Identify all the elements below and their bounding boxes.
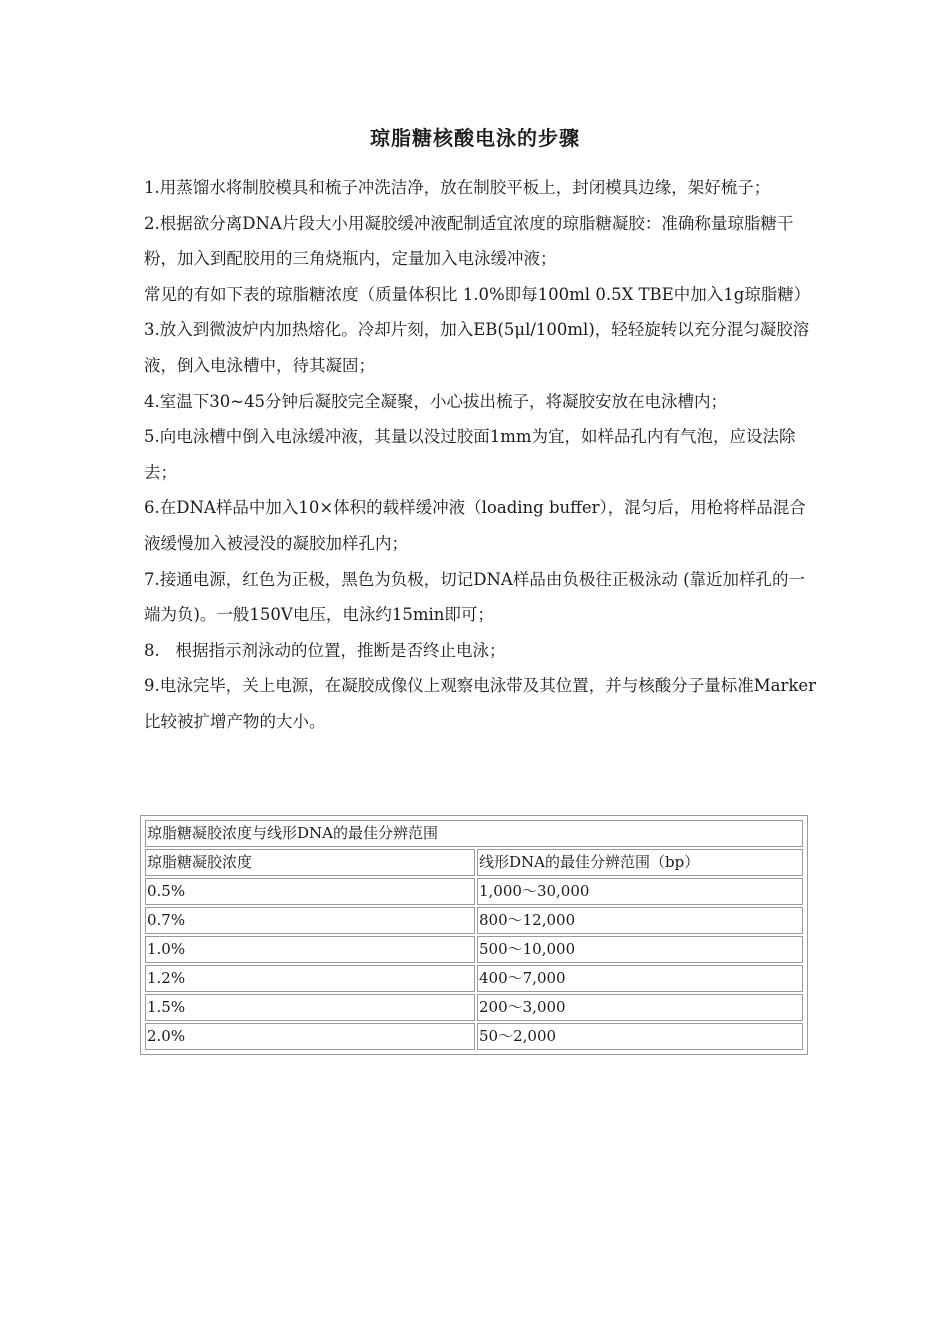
table-row [145, 994, 803, 1021]
step-6-paragraph: 6.在DNA样品中加入10×体积的载样缓冲液（loading buffer），混匀后，用枪将样品混合液缓慢加入被浸没的凝胶加样孔内； [144, 498, 806, 553]
table-row [145, 965, 803, 992]
table-cell-range: 400～7,000 [477, 965, 803, 992]
table-caption: 琼脂糖凝胶浓度与线形DNA的最佳分辨范围 [145, 820, 803, 847]
step-5-paragraph: 5.向电泳槽中倒入电泳缓冲液，其量以没过胶面1mm为宜，如样品孔内有气泡，应设法除去； [144, 427, 796, 482]
table-cell-range: 800～12,000 [477, 907, 803, 934]
table-cell-range: 200～3,000 [477, 994, 803, 1021]
table-cell-concentration: 0.5% [145, 878, 475, 905]
table-header-row [145, 849, 803, 876]
step-2-paragraph: 2.根据欲分离DNA片段大小用凝胶缓冲液配制适宜浓度的琼脂糖凝胶：准确称量琼脂糖干粉，加入到配胶用的三角烧瓶内，定量加入电泳缓冲液； [144, 213, 794, 269]
table-cell-concentration: 1.0% [145, 936, 475, 963]
step-7-paragraph: 7.接通电源，红色为正极，黑色为负极，切记DNA样品由负极往正极泳动 (靠近加样孔的一端为负)。一般150V电压，电泳约15min即可； [144, 569, 806, 625]
step-3-paragraph: 3.放入到微波炉内加热熔化。冷却片刻，加入EB(5μl/100ml)，轻轻旋转以充分混匀凝胶溶液，倒入电泳槽中，待其凝固； [144, 320, 810, 375]
table-cell-concentration: 1.2% [145, 965, 475, 992]
step-9-paragraph: 9.电泳完毕，关上电源，在凝胶成像仪上观察电泳带及其位置，并与核酸分子量标准Marker比较被扩增产物的大小。 [144, 676, 817, 731]
table-header-concentration: 琼脂糖凝胶浓度 [145, 849, 475, 876]
document-body [144, 170, 816, 740]
table-cell-concentration: 1.5% [145, 994, 475, 1021]
resolution-table-grid [143, 818, 805, 1052]
table-cell-range: 50～2,000 [477, 1023, 803, 1050]
step-8-paragraph: 8. 根据指示剂泳动的位置，推断是否终止电泳； [144, 640, 506, 660]
table-row [145, 1023, 803, 1050]
step-4-paragraph: 4.室温下30~45分钟后凝胶完全凝聚，小心拔出梳子，将凝胶安放在电泳槽内； [144, 391, 728, 411]
table-header-range: 线形DNA的最佳分辨范围（bp） [477, 849, 803, 876]
table-cell-concentration: 2.0% [145, 1023, 475, 1050]
document-title: 琼脂糖核酸电泳的步骤 [370, 126, 580, 150]
table-cell-range: 500～10,000 [477, 936, 803, 963]
resolution-table [140, 815, 808, 1055]
table-cell-range: 1,000～30,000 [477, 878, 803, 905]
table-cell-concentration: 0.7% [145, 907, 475, 934]
table-caption-row [145, 820, 803, 847]
table-row [145, 878, 803, 905]
table-row [145, 936, 803, 963]
step-1-paragraph: 1.用蒸馏水将制胶模具和梳子冲洗洁净，放在制胶平板上，封闭模具边缘，架好梳子； [144, 178, 771, 197]
table-row [145, 907, 803, 934]
concentration-note-paragraph: 常见的有如下表的琼脂糖浓度（质量体积比 1.0%即每100ml 0.5X TBE中加入1g琼脂糖） [144, 284, 811, 304]
